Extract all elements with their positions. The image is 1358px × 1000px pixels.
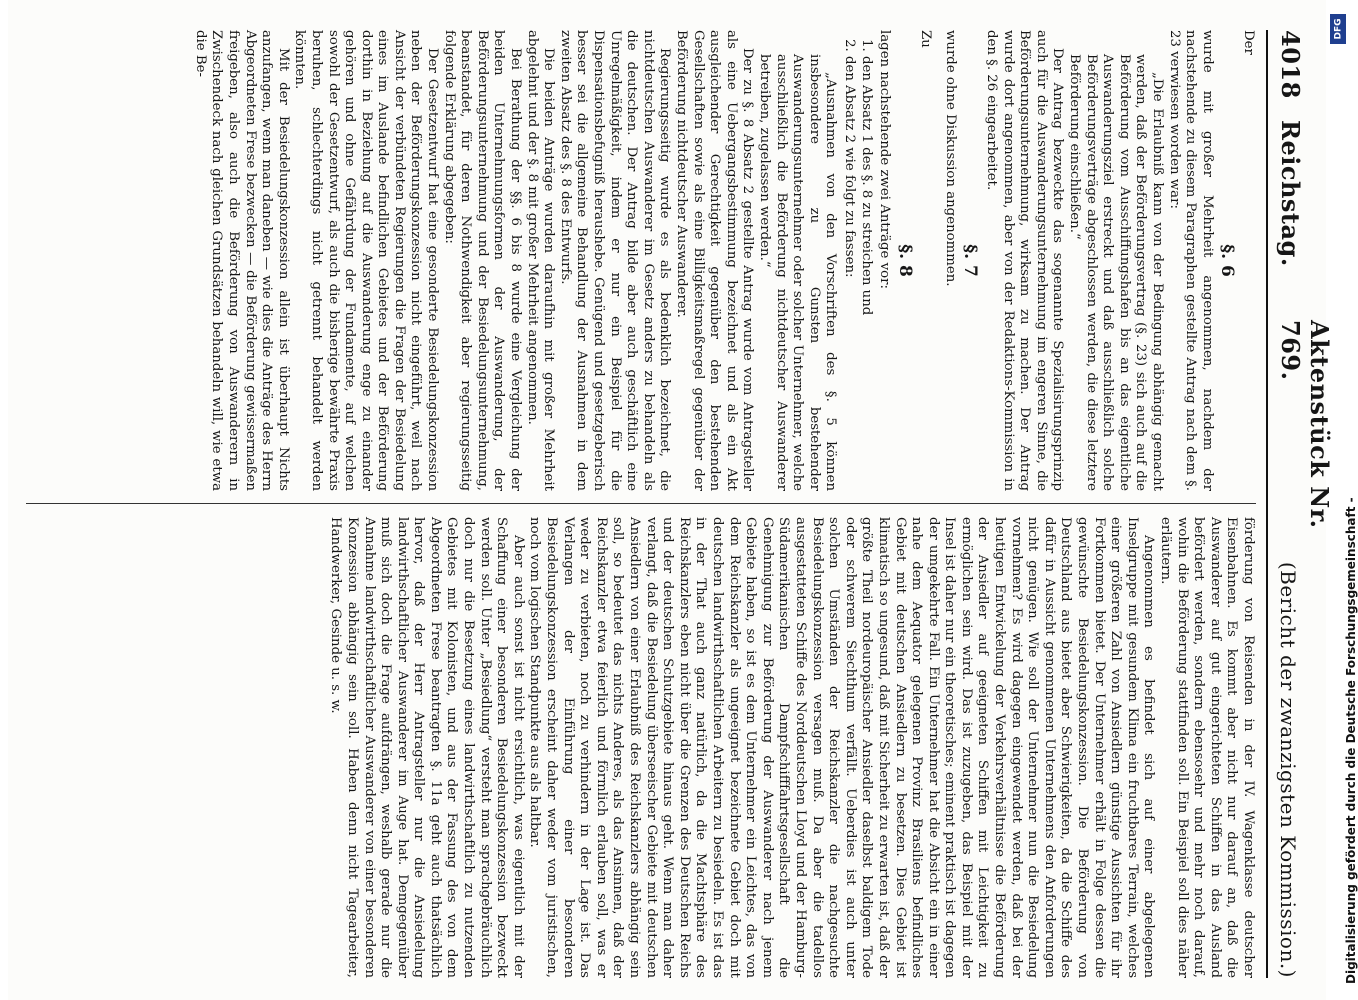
- paragraph: Bei Berathung der §§. 6 bis 8 wurde eine Vergleichung der beiden Unternehmungsformen der Auswanderung, der Beförderungsunternehmung und der Besiedelungsunternehmung, beanstandet, für deren Nothwendigkeit aber regierungsseitig folgende Erklärung abgegeben:: [441, 30, 524, 492]
- left-column: [26, 30, 1256, 491]
- paragraph: Der: [1241, 30, 1256, 55]
- dfg-logo: [1330, 14, 1346, 44]
- paragraph: wurde ohne Diskussion angenommen.: [942, 30, 958, 287]
- header-left-title: Reichstag.: [1276, 120, 1305, 267]
- paragraph: wurde mit großer Mehrheit angenommen, nachdem der nachstehende zu diesem Paragraphen gestellte Antrag nach dem §. 23 verwiesen worden war:: [1166, 30, 1215, 492]
- header-center-title: Aktenstück Nr. 769.: [1276, 320, 1334, 529]
- page-header: [1266, 30, 1334, 978]
- paragraph: förderung von Reisenden in der IV. Wagenklasse deutscher Eisenbahnen. Es kommt aber nicht nur darauf an, daß die Auswanderer auf gut eingerichteten Schiffen in das Ausland befördert werden, sondern ebensosehr und mehr noch darauf, wohin die Beförderung stattfinden soll. Ein Beispiel soll dies näher erläutern.: [1158, 517, 1256, 979]
- scanned-page: [8, 0, 1334, 1000]
- digitization-credit: [1330, 8, 1358, 988]
- motion-list: [840, 30, 873, 491]
- list-item: 1. den Absatz 1 des §. 8 zu streichen und: [857, 56, 874, 491]
- paragraph: Aber auch sonst ist nicht ersichtlich, was eigentlich mit der Schaffung einer besonderen Besiedelungskonzession bezweckt werden soll. Unter „Besiedlung“ versteht man sprachgebräuchlich doch nur die Besetzung eines landwirthschaftlich zu nutzenden Gebietes mit Kolonisten, und aus der Fassung des von dem Abgeordneten Frese beantragten §. 11a geht auch thatsächlich hervor, daß der Herr Antragsteller nur die Ansiedelung landwirthschaftlicher Auswanderer im Auge hat. Demgegenüber muß sich doch die Frage aufdrängen, weshalb gerade nur die Annahme landwirthschaftlicher Auswanderer von einer besonderen Konzession abhängig sein soll. Haben denn nicht Tagearbeiter, Handwerker, Gesinde u. s. w.: [328, 517, 526, 979]
- page-number: 4018: [1276, 30, 1305, 99]
- paragraph: Mit der Besiedelungskonzession allein ist überhaupt Nichts anzufangen, wenn man daneben — wie dies die Anträge des Herrn Abgeordneten Frese bezwecken — die Beförderung gewissermaßen freigeben, also auch die Beförderung von Auswanderern in Zwischendeck nach gleichen Grundsätzen behandeln will, wie etwa die Be-: [192, 30, 291, 492]
- dfg-logo-text: DFG: [1333, 18, 1344, 40]
- paragraph: Regierungsseitig wurde es als bedenklich bezeichnet, die nichtdeutschen Auswanderer im Gesetz anders zu behandeln als die deutschen. Der Antrag bilde aber auch geschäftlich eine Unregelmäßigkeit, indem er nur ein Beispiel für die Dispensationsbefugniß heraushebe. Genügend und gesetzgeberisch besser sei die allgemeine Behandlung der Ausnahmen in dem zweiten Absatz des §. 8 des Entwurfs.: [557, 30, 673, 492]
- credit-text: Digitalisierung gefördert durch die Deutsche Forschungsgemeinschaft -: [1344, 497, 1358, 984]
- section-heading: §. 6: [1217, 244, 1238, 277]
- paragraph: Der Antrag bezweckte das sogenannte Spezialisirungsprinzip auch für die Auswanderungsunternehmung im engeren Sinne, die Beförderungsunternehmung, wirksam zu machen. Der Antrag wurde dort angenommen, aber von der Redaktions-Kommission in den §. 26 eingearbeitet.: [984, 30, 1066, 492]
- text-columns: [26, 30, 1266, 978]
- section-heading: §. 7: [960, 244, 981, 277]
- section-heading: §. 8: [894, 244, 915, 277]
- paragraph: Der Gesetzentwurf hat eine gesonderte Besiedelungskonzession neben der Beförderungskonzession nicht eingeführt, weil nach Ansicht der verbündeten Regierungen die Fragen der Besiedelung eines im Auslande befindlichen Gebietes und der Beförderung dorthin in Beziehung auf die Auswanderung enge zu einander gehören und ohne Gefährdung der Fundamente, auf welchen sowohl der Gesetzentwurf, als auch die bisherige bewährte Praxis beruhen, schlechterdings nicht getrennt behandelt werden könnten.: [292, 30, 441, 492]
- paragraph: Zu: [918, 30, 934, 48]
- paragraph: lagen nachstehende zwei Anträge vor:: [877, 30, 893, 289]
- header-right-title: (Bericht der zwanzigsten Kommission.): [1276, 561, 1300, 978]
- quotation: „Die Erlaubniß kann von der Bedingung abhängig gemacht werden, daß der Beförderungsvertrag (§. 23) sich auch auf die Beförderung vom Ausschiffungshafen bis an das eigentliche Auswanderungsziel erstreckt und daß ausschließlich solche Beförderungsverträge abgeschlossen werden, die diese letztere Beförderung einschließen.“: [1067, 54, 1166, 492]
- list-item: 2. den Absatz 2 wie folgt zu fassen:: [840, 56, 857, 491]
- paragraph: Die beiden Anträge wurden daraufhin mit großer Mehrheit abgelehnt und der §. 8 mit großer Mehrheit angenommen.: [524, 30, 557, 492]
- paragraph: Der zu §. 8 Absatz 2 gestellte Antrag wurde vom Antragsteller als eine Uebergangsbestimmung bezeichnet und als ein Akt ausgleichender Gerechtigkeit gegenüber den bestehenden Gesellschaften sowie als eine Billigkeitsmaßregel gegenüber der Beförderung nichtdeutscher Auswanderer.: [674, 30, 756, 492]
- right-column: [26, 517, 1256, 978]
- paragraph: Angenommen es befindet sich auf einer abgelegenen Inselgruppe mit gesundem Klima ein fruchtbares Terrain, welches einer größeren Zahl von Ansiedlern günstige Aussichten für ihr Fortkommen bietet. Der Unternehmer erhält in Folge dessen die gewünschte Besiedelungskonzession. Die Beförderung von Deutschland aus bietet aber Schwierigkeiten, da die Schiffe des dafür in Aussicht genommenen Unternehmens den Anforderungen nicht genügen. Wie soll der Unternehmer nun die Besiedelung vornehmen? Es wird dagegen eingewendet werden, daß bei der heutigen Entwickelung der Verkehrsverhältnisse die Beförderung der Ansiedler auf geeigneten Schiffen mit Leichtigkeit zu ermöglichen sein wird. Das ist zuzugeben, das Beispiel mit der Insel ist daher nur ein theoretisches; eminent praktisch ist dagegen der umgekehrte Fall. Ein Unternehmer hat die Absicht ein in einer nahe dem Aequator gelegenen Provinz Brasiliens befindliches Gebiet mit deutschen Ansiedlern zu besetzen. Dies Gebiet ist klimatisch so ungesund, daß mit Sicherheit zu erwarten ist, daß der größte Theil nordeuropäischer Ansiedler daselbst baldigem Tode oder schwerem Siechthum verfällt. Ueberdies ist auch unter solchen Umständen der Reichskanzler die nachgesuchte Besiedelungskonzession versagen muß. Da aber die tadellos ausgestatteten Schiffe des Norddeutschen Lloyd und der Hamburg-Südamerikanischen Dampfschifffahrtsgesellschaft die Genehmigung zur Beförderung der Auswanderer nach jenem Gebiete haben, so ist es dem Unternehmer ein Leichtes, das von dem Reichskanzler als ungeeignet bezeichnete Gebiet doch mit deutschen landwirthschaftlichen Arbeitern zu besiedeln. Es ist das in der That auch ganz natürlich, da die Machtsphäre des Reichskanzlers eben nicht über die Grenzen des Deutschen Reichs und der deutschen Schutzgebiete hinaus geht. Wenn man daher verlangt, daß die Besiedelung überseeischer Gebiete mit deutschen Ansiedlern von einer Erlaubniß des Reichskanzlers abhängig sein soll, so bedeutet das nichts Anderes, als das Ansinnen, daß der Reichskanzler etwa feierlich und förmlich erlauben soll, was er weder zu verbieten, noch zu verhindern in der Lage ist. Das Verlangen der Einführung einer besonderen Besiedelungskonzession erscheint daher weder vom juristischen, noch vom logischen Standpunkte aus als haltbar.: [527, 517, 1157, 979]
- quotation: „Ausnahmen von den Vorschriften des §. 5 können insbesondere zu Gunsten bestehender Auswanderungsunternehmer oder solcher Unternehmer, welche ausschließlich die Beförderung nichtdeutscher Auswanderer betreiben, zugelassen werden.“: [756, 54, 839, 492]
- column-divider: [26, 503, 1256, 504]
